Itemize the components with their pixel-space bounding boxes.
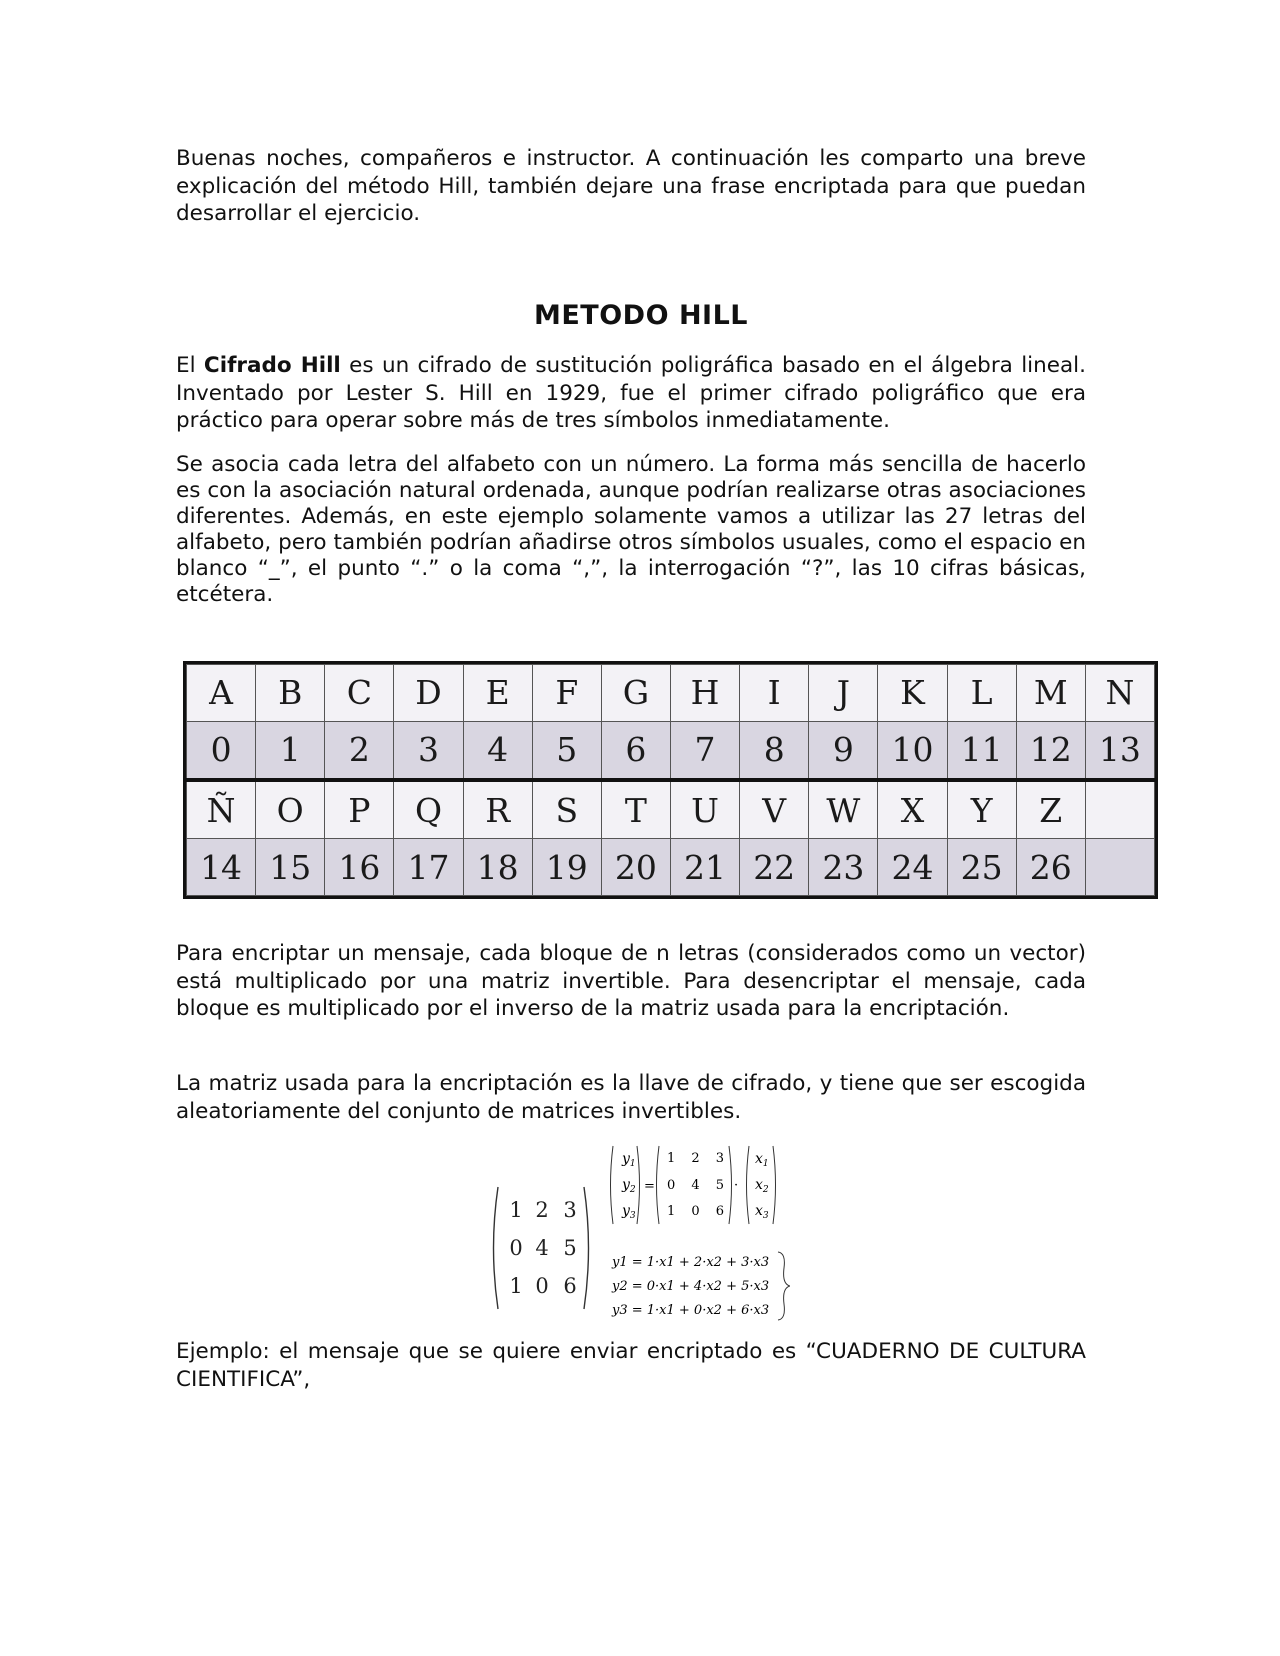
vector-x2: $x_2$ bbox=[755, 1177, 769, 1195]
alphabet-number-cell: 7 bbox=[670, 721, 739, 780]
alphabet-number-cell: 12 bbox=[1016, 721, 1085, 780]
intro-paragraph: Buenas noches, compañeros e instructor. A continuación les comparto una breve explicación del método Hill, también dejare una frase encriptada para que puedan desarrollar el ejercicio. bbox=[176, 146, 1086, 226]
alphabet-letter-cell: T bbox=[601, 780, 670, 839]
alphabet-letter-cell: A bbox=[187, 665, 256, 722]
alphabet-row-numbers-1 bbox=[187, 721, 1155, 780]
alphabet-number-cell: 14 bbox=[187, 839, 256, 896]
linear-system-figure bbox=[610, 1248, 790, 1324]
vector-y3: $y_3$ bbox=[622, 1203, 636, 1221]
alphabet-letter-cell: F bbox=[532, 665, 601, 722]
definition-bold-term: Cifrado Hill bbox=[203, 353, 341, 378]
section-title: METODO HILL bbox=[534, 300, 748, 331]
dot-operator: · bbox=[734, 1178, 739, 1193]
alphabet-number-cell: 25 bbox=[947, 839, 1016, 896]
alphabet-letter-cell: Ñ bbox=[187, 780, 256, 839]
definition-rest: es un cifrado de sustitución poligráfica basado en el álgebra lineal. Inventado por Lester S. Hill en 1929, fue el primer cifrado poligráfico que era práctico para operar sobre más de tres símbolos inmediatamente. bbox=[176, 353, 1086, 433]
alphabet-letter-cell: L bbox=[947, 665, 1016, 722]
example-paragraph: Ejemplo: el mensaje que se quiere enviar encriptado es “CUADERNO DE CULTURA CIENTIFICA”, bbox=[176, 1339, 1086, 1392]
alphabet-letter-cell: Y bbox=[947, 780, 1016, 839]
alphabet-number-cell: 2 bbox=[325, 721, 394, 780]
definition-lead: El bbox=[176, 353, 204, 378]
encryption-paragraph: Para encriptar un mensaje, cada bloque de n letras (considerados como un vector) está multiplicado por una matriz invertible. Para desencriptar el mensaje, cada bloque es multiplicado por el inverso de la matriz usada para la encriptación. bbox=[176, 941, 1086, 1021]
equation-matrix-row-3: 1 0 6 bbox=[667, 1204, 731, 1219]
alphabet-number-cell: 8 bbox=[740, 721, 809, 780]
alphabet-letter-cell: I bbox=[740, 665, 809, 722]
alphabet-letter-cell: M bbox=[1016, 665, 1085, 722]
alphabet-number-cell: 6 bbox=[601, 721, 670, 780]
alphabet-number-cell: 22 bbox=[740, 839, 809, 896]
alphabet-number-cell: 21 bbox=[670, 839, 739, 896]
alphabet-letter-cell: E bbox=[463, 665, 532, 722]
alphabet-number-cell: 5 bbox=[532, 721, 601, 780]
equation-matrix-row-2: 0 4 5 bbox=[667, 1178, 731, 1193]
hill-definition-paragraph bbox=[176, 352, 1086, 435]
alphabet-letter-cell: Z bbox=[1016, 780, 1085, 839]
alphabet-number-cell: 4 bbox=[463, 721, 532, 780]
alphabet-letter-cell: B bbox=[256, 665, 325, 722]
key-matrix-entry: 1 bbox=[509, 1198, 523, 1222]
alphabet-letter-cell: W bbox=[809, 780, 878, 839]
alphabet-letter-cell: H bbox=[670, 665, 739, 722]
key-matrix-entry: 5 bbox=[563, 1236, 577, 1260]
alphabet-number-cell: 10 bbox=[878, 721, 947, 780]
key-matrix-entry: 1 bbox=[509, 1274, 523, 1298]
alphabet-number-cell: 16 bbox=[325, 839, 394, 896]
alphabet-letter-cell: U bbox=[670, 780, 739, 839]
alphabet-letter-cell: S bbox=[532, 780, 601, 839]
alphabet-row-numbers-2 bbox=[187, 839, 1155, 896]
alphabet-number-cell: 15 bbox=[256, 839, 325, 896]
vector-y1: $y_1$ bbox=[622, 1151, 636, 1169]
alphabet-letter-cell: V bbox=[740, 780, 809, 839]
alphabet-letter-cell: X bbox=[878, 780, 947, 839]
alphabet-number-cell: 3 bbox=[394, 721, 463, 780]
alphabet-number-table bbox=[183, 661, 1158, 899]
alphabet-letter-cell: K bbox=[878, 665, 947, 722]
alphabet-number-cell: 9 bbox=[809, 721, 878, 780]
key-matrix-entry: 0 bbox=[535, 1274, 549, 1298]
equation-3: y3 = 1·x1 + 0·x2 + 6·x3 bbox=[612, 1303, 770, 1318]
alphabet-number-cell: 24 bbox=[878, 839, 947, 896]
key-matrix-paragraph: La matriz usada para la encriptación es la llave de cifrado, y tiene que ser escogida aleatoriamente del conjunto de matrices invertibles. bbox=[176, 1071, 1086, 1124]
alphabet-letter-cell: Q bbox=[394, 780, 463, 839]
alphabet-letter-cell: O bbox=[256, 780, 325, 839]
alphabet-number-cell: 1 bbox=[256, 721, 325, 780]
alphabet-letter-cell: C bbox=[325, 665, 394, 722]
alphabet-letter-cell bbox=[1085, 780, 1154, 839]
alphabet-row-letters-2 bbox=[187, 780, 1155, 839]
alphabet-letter-cell: P bbox=[325, 780, 394, 839]
alphabet-association-paragraph: Se asocia cada letra del alfabeto con un número. La forma más sencilla de hacerlo es con la asociación natural ordenada, aunque podrían realizarse otras asociaciones diferentes. Además, en este ejemplo solamente vamos a utilizar las 27 letras del alfabeto, pero también podrían añadirse otros símbolos usuales, como el espacio en blanco “_”, el punto “.” o la coma “,”, la interrogación “?”, las 10 cifras básicas, etcétera. bbox=[176, 452, 1086, 607]
vector-y2: $y_2$ bbox=[622, 1177, 636, 1195]
key-matrix-entry: 0 bbox=[509, 1236, 523, 1260]
alphabet-letter-cell: G bbox=[601, 665, 670, 722]
alphabet-letter-cell: R bbox=[463, 780, 532, 839]
alphabet-number-cell: 18 bbox=[463, 839, 532, 896]
alphabet-number-cell: 11 bbox=[947, 721, 1016, 780]
alphabet-number-cell: 17 bbox=[394, 839, 463, 896]
alphabet-row-letters-1 bbox=[187, 665, 1155, 722]
equation-1: y1 = 1·x1 + 2·x2 + 3·x3 bbox=[612, 1255, 770, 1270]
key-matrix-entry: 6 bbox=[563, 1274, 577, 1298]
key-matrix-entry: 2 bbox=[535, 1198, 549, 1222]
alphabet-letter-cell: J bbox=[809, 665, 878, 722]
equation-matrix-row-1: 1 2 3 bbox=[667, 1151, 731, 1166]
alphabet-letter-cell: D bbox=[394, 665, 463, 722]
alphabet-number-cell: 26 bbox=[1016, 839, 1085, 896]
key-matrix-entry: 4 bbox=[535, 1236, 549, 1260]
alphabet-number-cell: 23 bbox=[809, 839, 878, 896]
vector-x1: $x_1$ bbox=[755, 1151, 769, 1169]
alphabet-number-cell: 13 bbox=[1085, 721, 1154, 780]
key-matrix-figure bbox=[486, 1183, 596, 1313]
key-matrix-entry: 3 bbox=[563, 1198, 577, 1222]
alphabet-number-cell: 0 bbox=[187, 721, 256, 780]
vector-x3: $x_3$ bbox=[755, 1203, 769, 1221]
equation-2: y2 = 0·x1 + 4·x2 + 5·x3 bbox=[612, 1279, 770, 1294]
alphabet-number-cell: 20 bbox=[601, 839, 670, 896]
alphabet-number-cell: 19 bbox=[532, 839, 601, 896]
alphabet-number-cell bbox=[1085, 839, 1154, 896]
alphabet-letter-cell: N bbox=[1085, 665, 1154, 722]
equals-sign: = bbox=[644, 1179, 655, 1194]
matrix-equation-figure bbox=[607, 1143, 787, 1228]
